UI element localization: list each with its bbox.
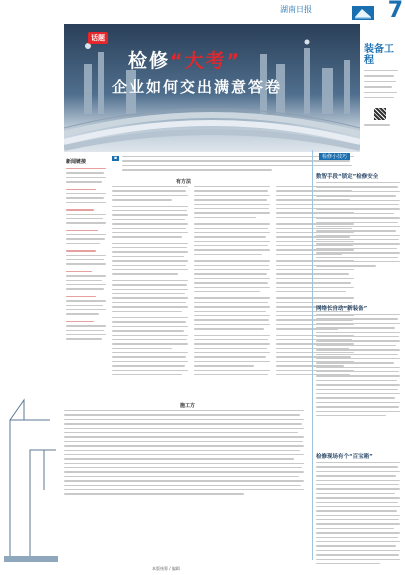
section-heading-youfangfa: 有方法 (176, 179, 192, 185)
newspaper-name: 湖南日报 (280, 5, 312, 14)
footer-credits: 本版统筹 / 编辑 (152, 566, 180, 571)
bottom-article-band (64, 410, 308, 560)
section-heading-shigongfang: 施工方 (180, 403, 196, 409)
article-column-2 (194, 186, 272, 378)
column-divider (312, 150, 313, 560)
section-title: 装备工程 (364, 44, 394, 66)
tips-article-1-body (316, 182, 402, 270)
qr-code-icon (374, 108, 386, 120)
tips-article-2-title: 网络长自动“新装备” (316, 306, 368, 312)
header-logo-icon (352, 6, 374, 20)
intro-tag-icon: ▪ (114, 156, 118, 161)
article-column-1 (112, 186, 190, 378)
page-number: 7 (387, 0, 403, 23)
left-column-heading: 新闻链接 (66, 159, 87, 165)
hero-title-prefix: 检修 (128, 50, 171, 72)
topic-tag: 话题 (88, 32, 108, 44)
hero-title-emphasis: “大考” (170, 50, 241, 72)
tips-article-3-body (316, 462, 402, 567)
right-column-text-block (364, 70, 400, 126)
crane-silhouette-illustration (0, 380, 62, 570)
hero-subtitle: 企业如何交出满意答卷 (112, 78, 283, 96)
tips-tag: 检修小技巧 (319, 153, 350, 160)
tips-article-1-title: 数智手段“锁定”检修安全 (316, 174, 379, 180)
tips-article-2-body (316, 314, 402, 419)
left-column-text (66, 168, 106, 343)
hero-title (128, 46, 241, 73)
tips-article-3-title: 检修现场有个“百宝箱” (316, 454, 373, 460)
